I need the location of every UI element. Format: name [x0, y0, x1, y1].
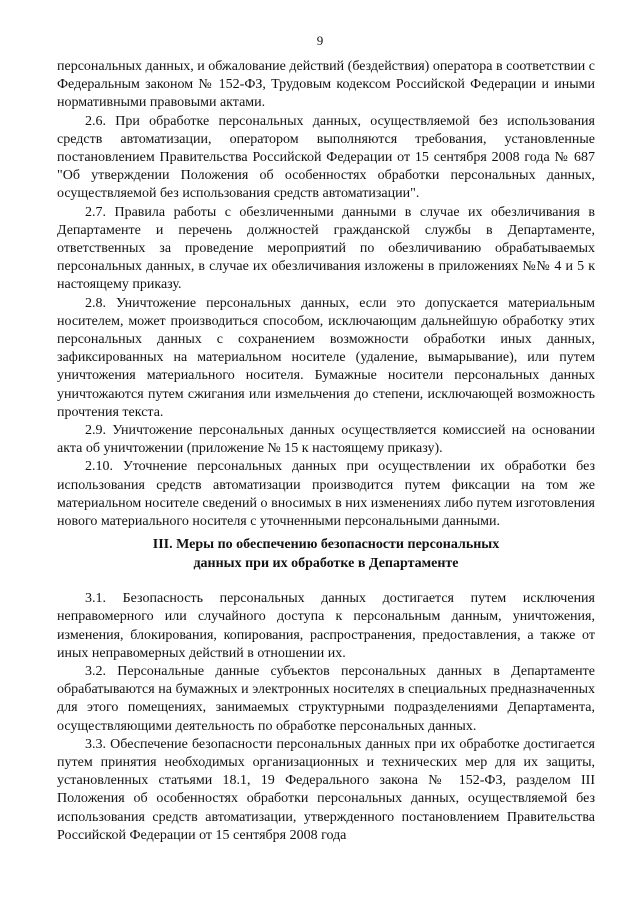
- paragraph-2-10: 2.10. Уточнение персональных данных при осуществлении их обработки без использования средств автоматизации производится путем фиксации на том же материальном носителе сведений о вносимых в них изменениях либо путем изготовления нового материального носителя с уточненными персональными данными.: [57, 459, 595, 530]
- paragraph-2-7: 2.7. Правила работы с обезличенными данными в случае их обезличивания в Департаменте и перечень должностей гражданской службы в Департаменте, ответственных за проведение мероприятий по обезличиванию обрабатываемых персональных данных, в случае их обезличивания изложены в приложениях №№ 4 и 5 к настоящему приказу.: [57, 204, 595, 293]
- paragraph-continuation: персональных данных, и обжалование действий (бездействия) оператора в соответствии с Федеральным законом № 152-ФЗ, Трудовым кодексом Российской Федерации и иными нормативными правовыми актами.: [57, 59, 595, 111]
- page-number: 9: [316, 33, 324, 48]
- paragraph-3-1: 3.1. Безопасность персональных данных достигается путем исключения неправомерного или случайного доступа к персональным данным, уничтожения, изменения, блокирования, копирования, распространения, предоставления, а также от иных неправомерных действий в отношении их.: [57, 591, 595, 661]
- section-heading-line-1: III. Меры по обеспечению безопасности персональных: [152, 537, 500, 553]
- paragraph-2-8: 2.8. Уничтожение персональных данных, если это допускается материальным носителем, может производиться способом, исключающим дальнейшую обработку этих персональных данных с сохранением возможности обработки иных данных, зафиксированных на материальном носителе (удаление, вымарывание), или путем уничтожения материального носителя. Бумажные носители персональных данных уничтожаются путем сжигания или измельчения до степени, исключающей возможность прочтения текста.: [57, 295, 595, 420]
- section-heading-iii: [57, 536, 595, 573]
- section-heading-line-2: данных при их обработке в Департаменте: [193, 555, 459, 571]
- document-body: [57, 58, 595, 845]
- paragraph-3-3: 3.3. Обеспечение безопасности персональных данных при их обработке достигается путем принятия необходимых организационных и технических мер для их защиты, установленных статьями 18.1, 19 Федерального закона № 152-ФЗ, разделом III Положения об особенностях обработки персональных данных, осуществляемой без использования средств автоматизации, утвержденного постановлением Правительства Российской Федерации от 15 сентября 2008 года: [57, 736, 595, 843]
- paragraph-2-6: 2.6. При обработке персональных данных, осуществляемой без использования средств автоматизации, оператором выполняются требования, установленные постановлением Правительства Российской Федерации от 15 сентября 2008 года № 687 "Об утверждении Положения об особенностях обработки персональных данных, осуществляемой без использования средств автоматизации".: [57, 113, 595, 202]
- paragraph-3-2: 3.2. Персональные данные субъектов персональных данных в Департаменте обрабатываются на бумажных и электронных носителях в специальных предназначенных для этого помещениях, занимаемых структурными подразделениями Департамента, осуществляющими деятельность по обработке персональных данных.: [57, 663, 595, 734]
- paragraph-2-9: 2.9. Уничтожение персональных данных осуществляется комиссией на основании акта об уничтожении (приложение № 15 к настоящему приказу).: [57, 423, 595, 457]
